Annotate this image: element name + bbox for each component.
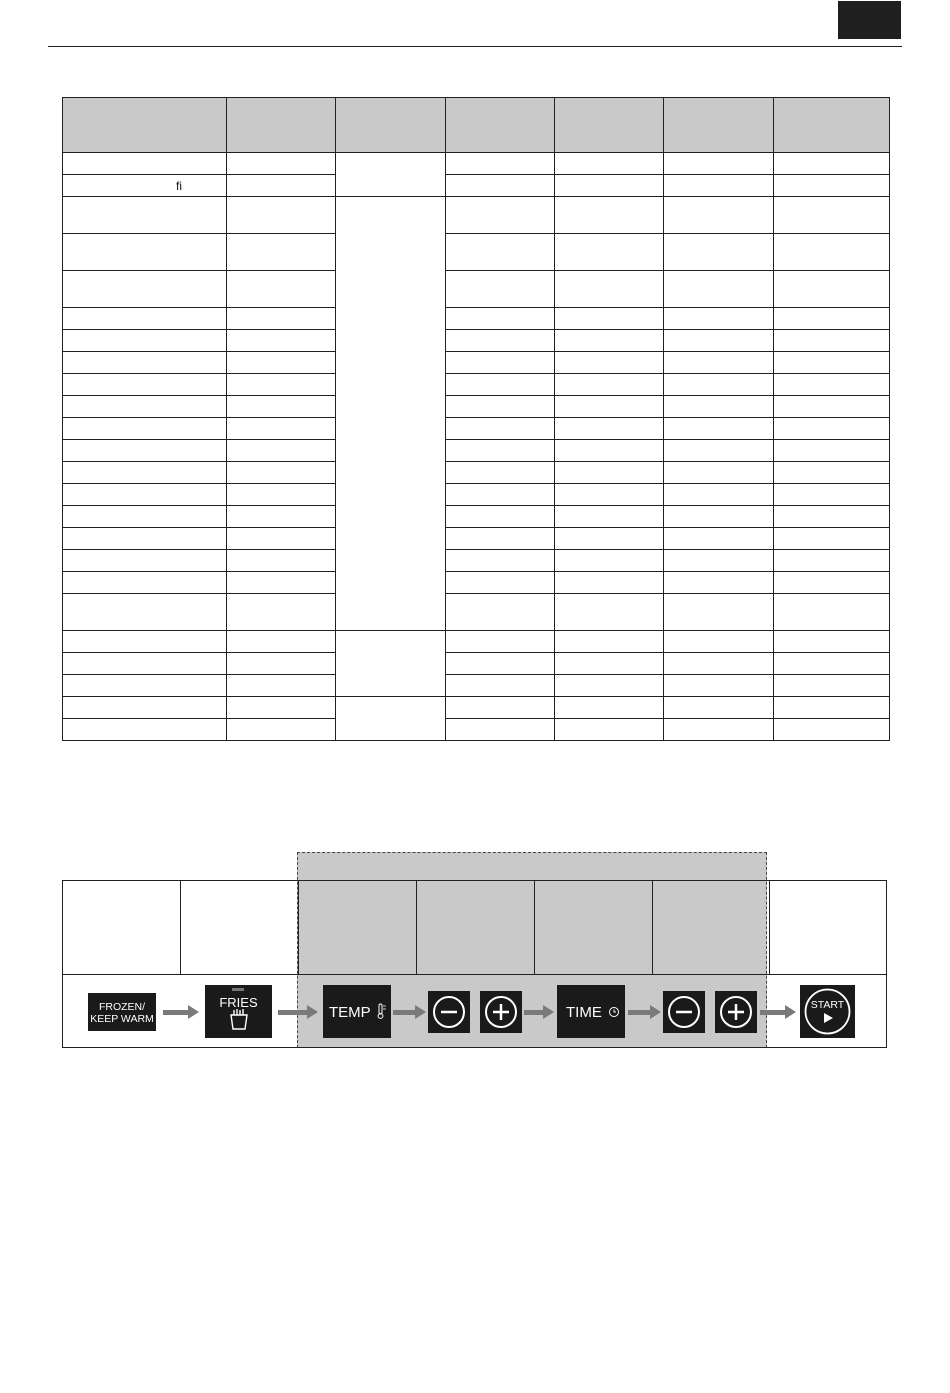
table-row — [63, 153, 890, 175]
temp-plus-button[interactable] — [480, 991, 522, 1033]
table-row — [63, 374, 890, 396]
frozen-keep-warm-button[interactable] — [88, 993, 156, 1031]
fries-icon — [205, 985, 272, 1038]
header-rule — [48, 46, 902, 47]
step-cell — [653, 881, 770, 974]
fries-button[interactable] — [205, 985, 272, 1038]
minus-icon — [428, 991, 470, 1033]
flow-arrow-icon — [760, 1008, 796, 1016]
table-row — [63, 719, 890, 741]
svg-text:TEMP: TEMP — [329, 1004, 371, 1021]
start-button[interactable] — [800, 985, 855, 1038]
table-row — [63, 484, 890, 506]
table-row — [63, 550, 890, 572]
svg-text:FRIES: FRIES — [219, 995, 258, 1010]
step-cell — [181, 881, 299, 974]
step-cell — [417, 881, 535, 974]
frozen-keep-warm-label-icon — [88, 993, 156, 1031]
table-row — [63, 594, 890, 631]
page-tab — [838, 1, 901, 39]
svg-text:START: START — [810, 999, 845, 1011]
table-row — [63, 330, 890, 352]
table-row — [63, 308, 890, 330]
header-cell — [227, 98, 336, 153]
table-row — [63, 197, 890, 234]
header-cell — [774, 98, 890, 153]
step-cell — [535, 881, 653, 974]
header-cell — [63, 98, 227, 153]
table-row — [63, 653, 890, 675]
temp-button[interactable] — [323, 985, 391, 1038]
minus-icon — [663, 991, 705, 1033]
programme-steps-table — [62, 880, 887, 1048]
time-minus-button[interactable] — [663, 991, 705, 1033]
step-cell — [299, 881, 417, 974]
table-row — [63, 418, 890, 440]
table-row — [63, 506, 890, 528]
table-row — [63, 271, 890, 308]
table-row — [63, 528, 890, 550]
table-row — [63, 175, 890, 197]
header-cell — [555, 98, 664, 153]
svg-text:TIME: TIME — [566, 1004, 602, 1021]
flow-arrow-icon — [278, 1008, 318, 1016]
table-row — [63, 462, 890, 484]
header-cell — [446, 98, 555, 153]
table-row — [63, 440, 890, 462]
table-row — [63, 396, 890, 418]
table-row — [63, 234, 890, 271]
time-button[interactable] — [557, 985, 625, 1038]
flow-arrow-icon — [628, 1008, 661, 1016]
temp-minus-button[interactable] — [428, 991, 470, 1033]
fi-ligature-text: ﬁ — [63, 175, 227, 197]
flow-arrow-icon — [524, 1008, 554, 1016]
flow-arrow-icon — [163, 1008, 199, 1016]
svg-text:KEEP WARM: KEEP WARM — [90, 1013, 154, 1025]
step-cell — [63, 881, 181, 974]
table-row — [63, 697, 890, 719]
time-plus-button[interactable] — [715, 991, 757, 1033]
divider — [63, 974, 886, 975]
svg-text:FROZEN/: FROZEN/ — [98, 1001, 146, 1013]
plus-icon — [715, 991, 757, 1033]
header-cell — [336, 98, 446, 153]
flow-arrow-icon — [393, 1008, 426, 1016]
play-icon — [800, 985, 855, 1038]
table-row — [63, 675, 890, 697]
cooking-table — [62, 97, 890, 741]
header-cell — [664, 98, 774, 153]
table-row — [63, 631, 890, 653]
clock-icon — [557, 985, 625, 1038]
thermometer-icon — [323, 985, 391, 1038]
table-row — [63, 572, 890, 594]
table-header-row — [63, 98, 890, 153]
table-row — [63, 352, 890, 374]
plus-icon — [480, 991, 522, 1033]
